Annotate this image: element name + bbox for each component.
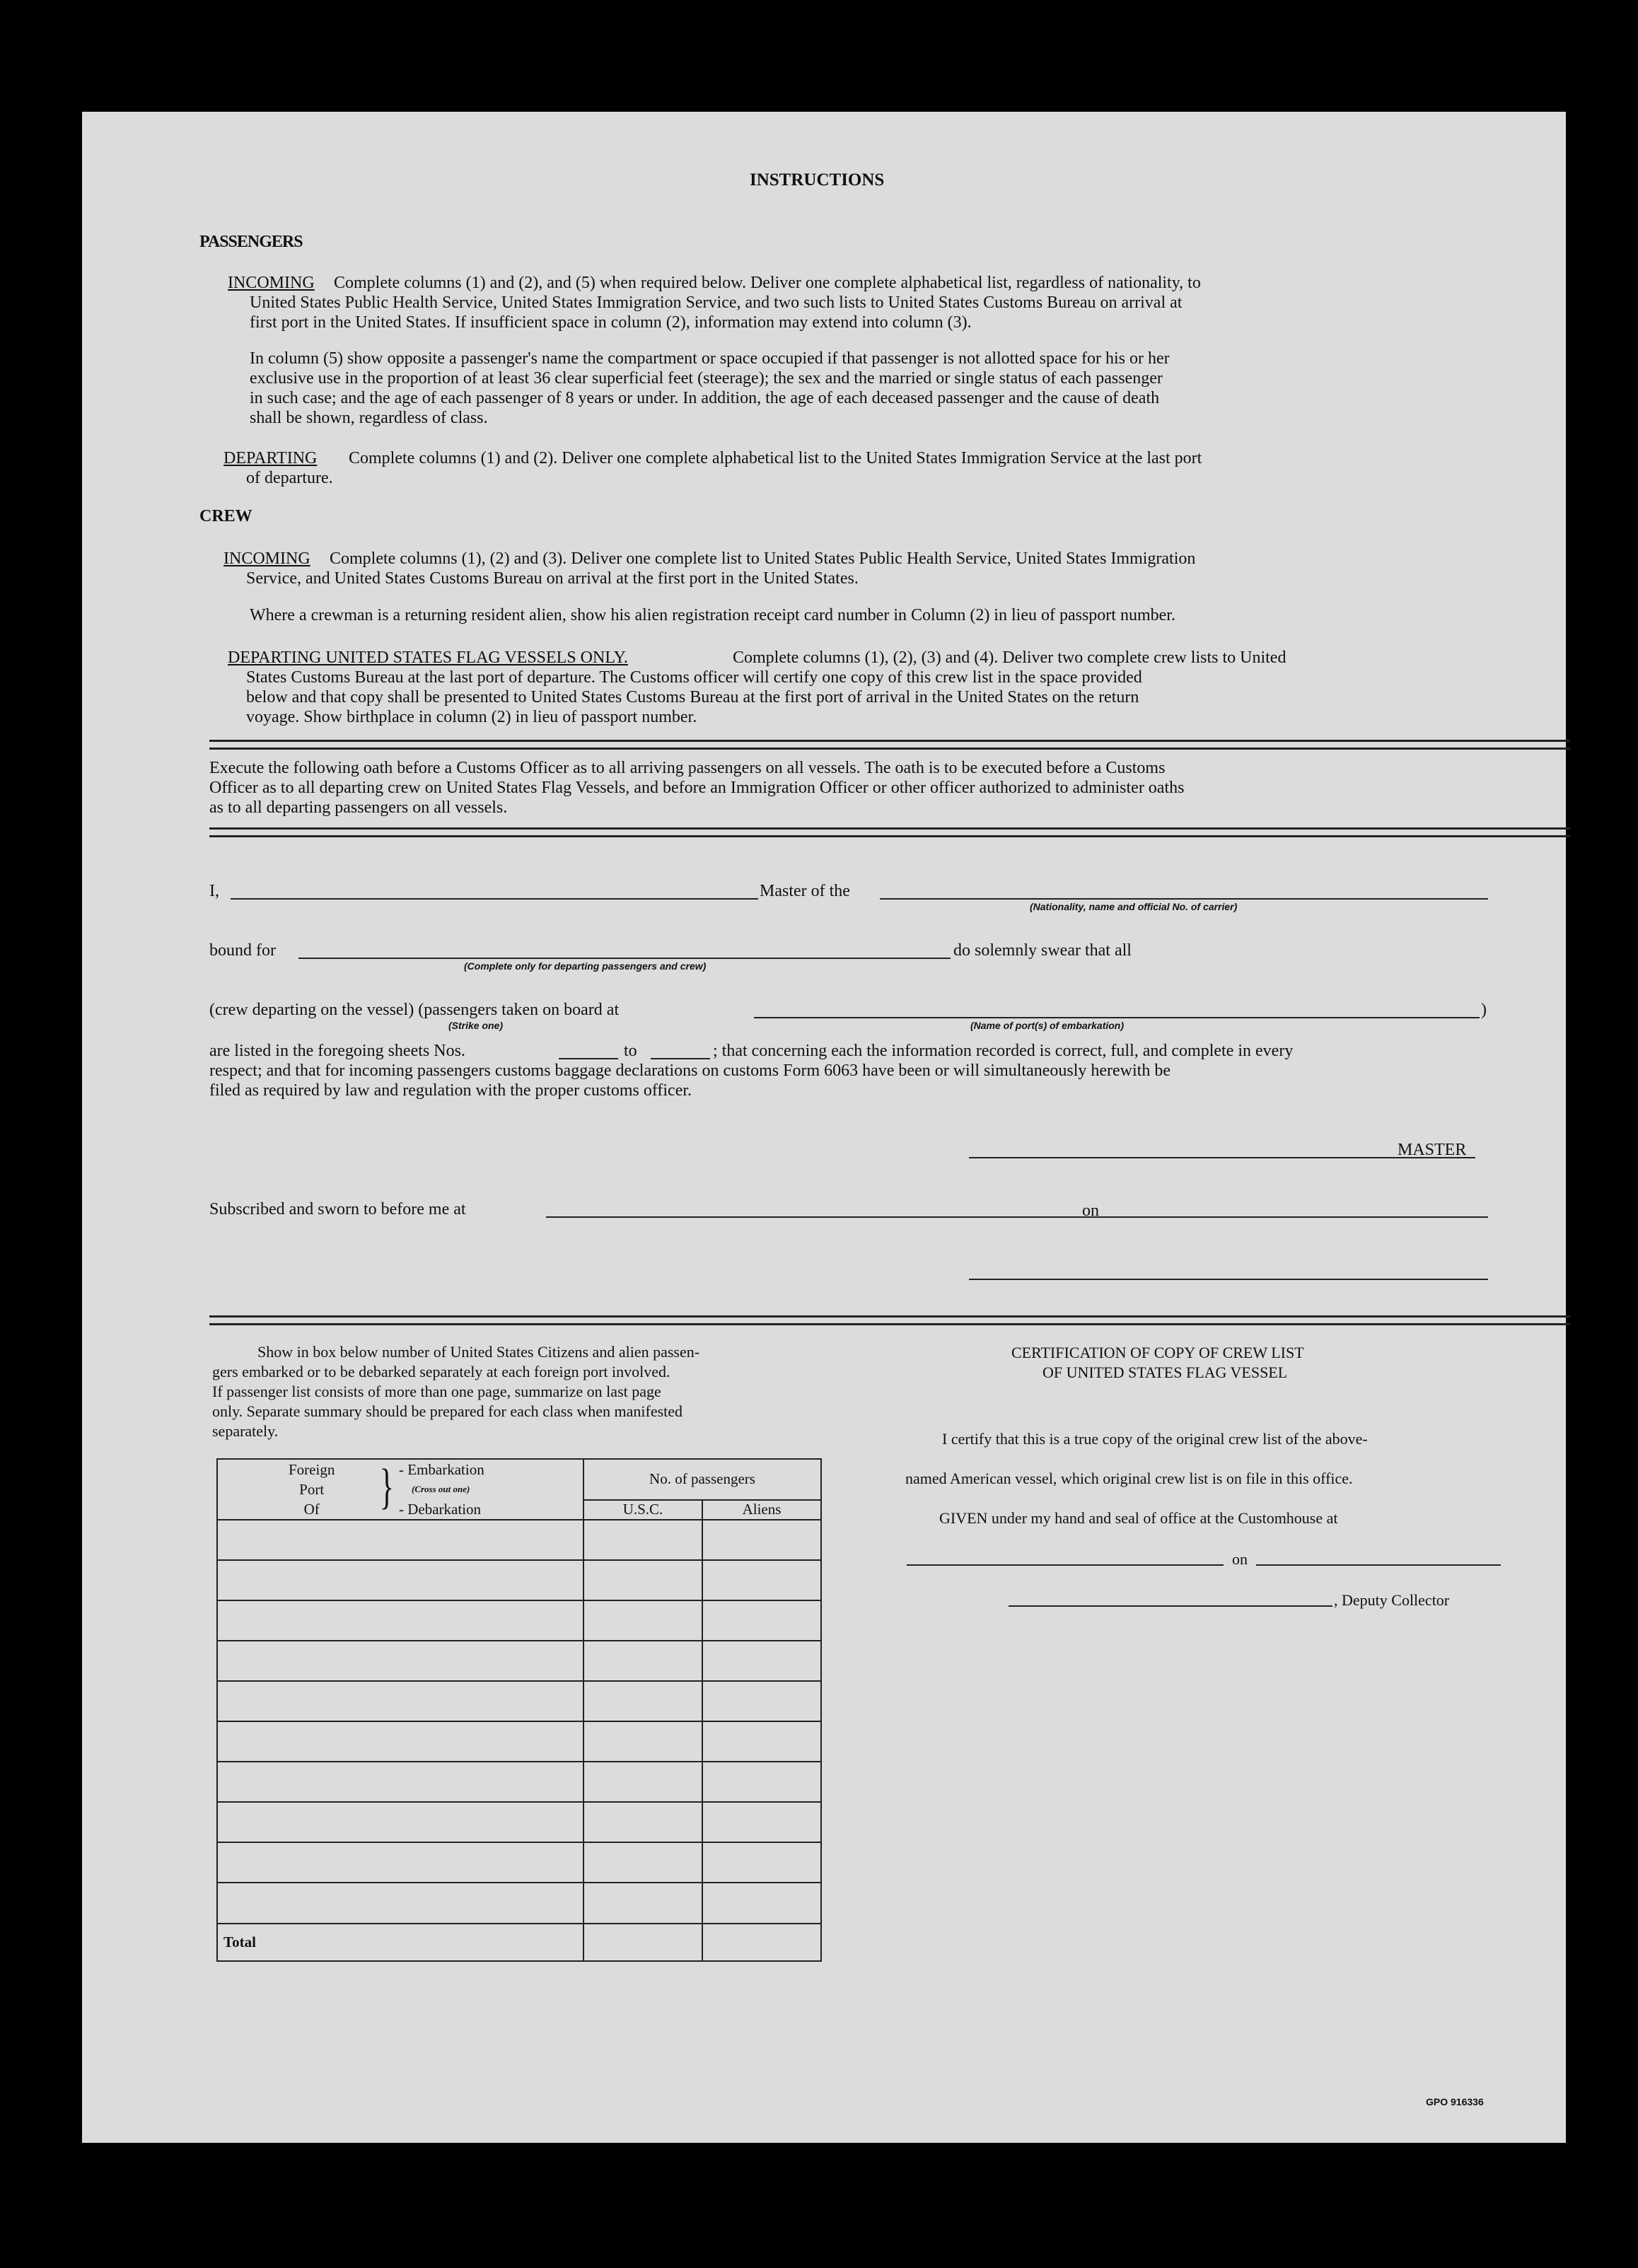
port-cell[interactable] <box>217 1721 583 1762</box>
column5-text: In column (5) show opposite a passenger's name the compartment or space occupied if that passenger is not allotted space for his or her <box>250 349 1170 368</box>
port-cell[interactable] <box>217 1641 583 1681</box>
total-aliens-cell[interactable] <box>702 1924 821 1961</box>
passenger-summary-table <box>216 1458 822 1962</box>
crew-departing-label: (crew departing on the vessel) (passengers taken on board at <box>209 1001 620 1019</box>
passengers-incoming-text: Complete columns (1) and (2), and (5) when required below. Deliver one complete alphabetical list, regardless of nationality, to <box>334 274 1201 292</box>
passengers-incoming-text: first port in the United States. If insufficient space in column (2), information may extend into column (3). <box>250 313 972 332</box>
usc-cell[interactable] <box>583 1681 702 1721</box>
aliens-cell[interactable] <box>702 1842 821 1883</box>
passengers-incoming-label: INCOMING <box>228 274 315 292</box>
crew-departing-label: DEPARTING UNITED STATES FLAG VESSELS ONLY. <box>228 649 628 667</box>
listed-to-label: to <box>624 1042 637 1060</box>
passengers-departing-text: of departure. <box>246 469 333 487</box>
total-usc-cell[interactable] <box>583 1924 702 1961</box>
port-cell[interactable] <box>217 1600 583 1641</box>
master-label: MASTER <box>1398 1141 1467 1159</box>
column5-text: shall be shown, regardless of class. <box>250 409 488 427</box>
crew-incoming-label: INCOMING <box>223 549 310 568</box>
swear-label: do solemnly swear that all <box>953 941 1132 960</box>
table-row <box>217 1560 821 1600</box>
passengers-departing-label: DEPARTING <box>223 449 318 467</box>
embarkation-option[interactable]: - Embarkation <box>399 1461 484 1478</box>
sheet-to-field[interactable] <box>651 1058 710 1059</box>
summary-instruction: If passenger list consists of more than one page, summarize on last page <box>212 1383 661 1400</box>
total-label: Total <box>217 1924 583 1961</box>
aliens-cell[interactable] <box>702 1762 821 1802</box>
listed-text: are listed in the foregoing sheets Nos. <box>209 1042 465 1060</box>
usc-cell[interactable] <box>583 1520 702 1560</box>
passengers-departing-text: Complete columns (1) and (2). Deliver one complete alphabetical list to the United States Immigration Service at the last port <box>349 449 1202 467</box>
aliens-cell[interactable] <box>702 1681 821 1721</box>
port-cell[interactable] <box>217 1802 583 1842</box>
crew-resident-text: Where a crewman is a returning resident alien, show his alien registration receipt card number in Column (2) in lieu of passport number. <box>250 606 1175 624</box>
officer-signature-field[interactable] <box>969 1279 1488 1280</box>
column5-text: exclusive use in the proportion of at least 36 clear superficial feet (steerage); the sex and the married or single status of each passenger <box>250 369 1163 388</box>
customhouse-field[interactable] <box>907 1564 1224 1566</box>
usc-cell[interactable] <box>583 1721 702 1762</box>
of-label: Of <box>303 1501 320 1518</box>
table-row <box>217 1600 821 1641</box>
sworn-date-field[interactable] <box>1112 1216 1488 1218</box>
respect-text: respect; and that for incoming passengers customs baggage declarations on customs Form 6063 have been or will simultaneously herewith be <box>209 1062 1171 1080</box>
table-row <box>217 1802 821 1842</box>
port-cell[interactable] <box>217 1762 583 1802</box>
port-label: Port <box>299 1481 325 1498</box>
certify-text: I certify that this is a true copy of the original crew list of the above- <box>942 1430 1368 1448</box>
double-rule <box>209 740 1570 750</box>
bound-for-field[interactable] <box>298 958 951 959</box>
usc-cell[interactable] <box>583 1600 702 1641</box>
filed-text: filed as required by law and regulation with the proper customs officer. <box>209 1081 692 1100</box>
carrier-caption: (Nationality, name and official No. of carrier) <box>1030 901 1238 912</box>
master-name-field[interactable] <box>231 898 758 900</box>
certification-subtitle: OF UNITED STATES FLAG VESSEL <box>1042 1363 1288 1381</box>
strike-one-caption: (Strike one) <box>448 1020 504 1031</box>
sworn-place-field[interactable] <box>546 1216 1154 1218</box>
crew-incoming-text: Service, and United States Customs Bureau on arrival at the first port in the United States. <box>246 569 859 588</box>
master-of-the-label: Master of the <box>760 882 850 900</box>
double-rule <box>209 827 1570 837</box>
port-cell[interactable] <box>217 1560 583 1600</box>
aliens-cell[interactable] <box>702 1641 821 1681</box>
aliens-header: Aliens <box>702 1500 821 1520</box>
table-row <box>217 1641 821 1681</box>
listed-text: ; that concerning each the information recorded is correct, full, and complete in every <box>713 1042 1294 1060</box>
passengers-heading: PASSENGERS <box>199 233 303 251</box>
table-row <box>217 1842 821 1883</box>
table-row <box>217 1520 821 1560</box>
aliens-cell[interactable] <box>702 1721 821 1762</box>
crew-departing-text: Complete columns (1), (2), (3) and (4). Deliver two complete crew lists to United <box>733 649 1286 667</box>
form-page <box>82 112 1566 2143</box>
crew-departing-text: voyage. Show birthplace in column (2) in lieu of passport number. <box>246 708 697 726</box>
column5-text: in such case; and the age of each passenger of 8 years or under. In addition, the age of each deceased passenger and the cause of death <box>250 389 1160 407</box>
certification-date-field[interactable] <box>1256 1564 1501 1566</box>
aliens-cell[interactable] <box>702 1883 821 1923</box>
certification-title: CERTIFICATION OF COPY OF CREW LIST <box>1011 1344 1304 1361</box>
usc-cell[interactable] <box>583 1842 702 1883</box>
sheet-from-field[interactable] <box>559 1058 618 1059</box>
aliens-cell[interactable] <box>702 1560 821 1600</box>
crew-departing-text: States Customs Bureau at the last port of departure. The Customs officer will certify one copy of this crew list in the space provided <box>246 668 1142 687</box>
table-row <box>217 1883 821 1923</box>
subscribed-label: Subscribed and sworn to before me at <box>209 1200 466 1219</box>
bound-for-label: bound for <box>209 941 276 960</box>
port-caption: (Name of port(s) of embarkation) <box>970 1020 1125 1031</box>
oath-i-label: I, <box>209 882 219 900</box>
usc-cell[interactable] <box>583 1762 702 1802</box>
deputy-collector-label: , Deputy Collector <box>1334 1591 1450 1609</box>
brace-icon: } <box>379 1460 394 1514</box>
double-rule <box>209 1315 1570 1325</box>
crew-departing-text: below and that copy shall be presented to United States Customs Bureau at the first port of arrival in the United States on the return <box>246 688 1139 706</box>
port-cell[interactable] <box>217 1681 583 1721</box>
summary-instruction: only. Separate summary should be prepared for each class when manifested <box>212 1402 683 1420</box>
sworn-on-label: on <box>1082 1202 1099 1220</box>
summary-instruction: gers embarked or to be debarked separately at each foreign port involved. <box>212 1363 670 1380</box>
usc-cell[interactable] <box>583 1641 702 1681</box>
oath-intro-text: Officer as to all departing crew on United States Flag Vessels, and before an Immigration Officer or other officer authorized to administer oaths <box>209 779 1185 797</box>
oath-intro-text: Execute the following oath before a Customs Officer as to all arriving passengers on all vessels. The oath is to be executed before a Customs <box>209 759 1166 777</box>
usc-header: U.S.C. <box>583 1500 702 1520</box>
table-row <box>217 1681 821 1721</box>
deputy-collector-signature[interactable] <box>1009 1605 1332 1607</box>
certification-on-label: on <box>1232 1550 1248 1568</box>
passengers-incoming-text: United States Public Health Service, United States Immigration Service, and two such lists to United States Customs Bureau on arrival at <box>250 293 1183 312</box>
summary-instruction: separately. <box>212 1422 279 1440</box>
carrier-field[interactable] <box>880 898 1488 900</box>
gpo-number: GPO 916336 <box>1426 2096 1484 2107</box>
table-row <box>217 1721 821 1762</box>
debarkation-option[interactable]: - Debarkation <box>399 1501 482 1518</box>
usc-cell[interactable] <box>583 1560 702 1600</box>
foreign-label: Foreign <box>289 1461 335 1478</box>
crew-heading: CREW <box>199 507 252 525</box>
embarkation-port-field[interactable] <box>754 1017 1480 1018</box>
port-cell[interactable] <box>217 1520 583 1560</box>
summary-instruction: Show in box below number of United States Citizens and alien passen- <box>257 1343 700 1361</box>
table-row <box>217 1762 821 1802</box>
aliens-cell[interactable] <box>702 1600 821 1641</box>
aliens-cell[interactable] <box>702 1520 821 1560</box>
usc-cell[interactable] <box>583 1883 702 1923</box>
aliens-cell[interactable] <box>702 1802 821 1842</box>
crew-incoming-text: Complete columns (1), (2) and (3). Deliver one complete list to United States Public Health Service, United States Immigration <box>330 549 1196 568</box>
bound-for-caption: (Complete only for departing passengers and crew) <box>464 960 707 972</box>
port-cell[interactable] <box>217 1883 583 1923</box>
page-title: INSTRUCTIONS <box>750 170 885 190</box>
given-text: GIVEN under my hand and seal of office at the Customhouse at <box>939 1509 1338 1527</box>
close-paren: ) <box>1481 1001 1487 1019</box>
port-cell[interactable] <box>217 1842 583 1883</box>
oath-intro-text: as to all departing passengers on all vessels. <box>209 798 508 817</box>
no-passengers-header: No. of passengers <box>583 1459 821 1500</box>
cross-out-caption: (Cross out one) <box>412 1484 470 1494</box>
certify-text: named American vessel, which original crew list is on file in this office. <box>905 1470 1353 1487</box>
usc-cell[interactable] <box>583 1802 702 1842</box>
foreign-port-header <box>217 1459 583 1520</box>
